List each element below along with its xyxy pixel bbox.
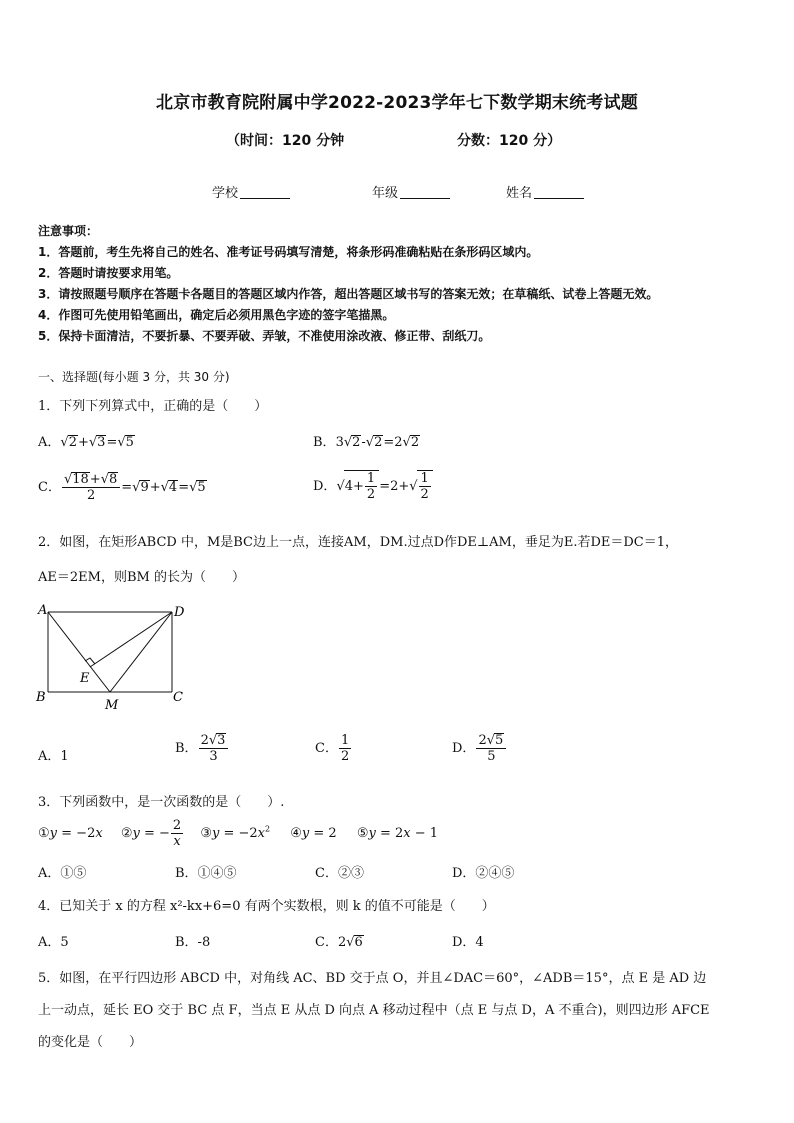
q3-function-5: ⑤y = 2x − 1 xyxy=(356,826,439,841)
q1-stem: 1．下列下列算式中，正确的是（ ） xyxy=(38,399,268,414)
q3-function-3: ③y = $-2x^2$ xyxy=(200,824,271,841)
q2-option-b[interactable] xyxy=(175,733,229,764)
label-b: B xyxy=(36,690,46,705)
q4-option-c-root: √6 xyxy=(346,935,363,950)
exam-score: 分数：120 分） xyxy=(457,133,562,149)
q1-option-a-label: A． xyxy=(38,435,61,450)
q4-option-c[interactable] xyxy=(315,931,364,950)
grade-label: 年级 xyxy=(372,186,399,201)
q2-option-d-label: D． xyxy=(452,741,476,756)
label-e: E xyxy=(80,671,90,686)
q1-option-b[interactable] xyxy=(313,431,420,450)
q3-option-b[interactable]: B．①④⑤ xyxy=(175,866,237,881)
grade-blank[interactable] xyxy=(400,186,450,199)
q3-function-1: ①y = −2x xyxy=(38,826,103,841)
q2-option-a[interactable]: A．1 xyxy=(38,749,69,764)
q3-stem: 3．下列函数中，是一次函数的是（ ）. xyxy=(38,795,285,810)
segment-dm xyxy=(110,612,172,692)
q2-option-c[interactable] xyxy=(315,733,352,764)
q2-rectangle-figure xyxy=(34,600,194,712)
notes-item: 3．请按照题号顺序在答题卡各题目的答题区域内作答，超出答题区域书写的答案无效；在草稿纸、试卷上答题无效。 xyxy=(38,287,659,301)
label-d: D xyxy=(174,605,185,620)
segment-am xyxy=(48,612,110,692)
label-c: C xyxy=(173,690,183,705)
segment-de xyxy=(90,612,172,667)
label-a: A xyxy=(38,603,48,618)
q5-line1: 5．如图，在平行四边形 ABCD 中，对角线 AC、BD 交于点 O，并且∠DAC＝60°，∠ADB＝15°，点 E 是 AD 边 xyxy=(38,971,707,986)
q3-functions xyxy=(38,818,438,849)
name-label: 姓名 xyxy=(506,186,533,201)
q5-line2: 上一动点，延长 EO 交于 BC 点 F，当点 E 从点 D 向点 A 移动过程中（点 E 与点 D，A 不重合)，则四边形 AFCE xyxy=(38,1003,710,1018)
q1-option-a-expr: √2+√3=√5 xyxy=(60,435,134,450)
school-field xyxy=(212,182,290,201)
name-field xyxy=(506,182,584,201)
q4-stem: 4．已知关于 x 的方程 x²-kx+6=0 有两个实数根，则 k 的值不可能是（ ） xyxy=(38,899,495,914)
q1-option-b-expr: 3√2-√2=2√2 xyxy=(335,435,420,450)
grade-field xyxy=(372,182,450,201)
exam-time: （时间：120 分钟 xyxy=(226,133,345,149)
q1-option-c[interactable] xyxy=(38,472,207,503)
q2-line1: 2．如图，在矩形ABCD 中，M是BC边上一点，连接AM，DM.过点D作DE⊥AM，垂足为E.若DE＝DC＝1， xyxy=(38,535,679,550)
q1-option-b-label: B． xyxy=(313,435,336,450)
q2-line2: AE＝2EM，则BM 的长为（ ） xyxy=(38,570,245,585)
q3-function-2: ②y = − $\frac{2}{x}$ xyxy=(120,818,182,849)
q4-option-a[interactable]: A．5 xyxy=(38,935,69,950)
name-blank[interactable] xyxy=(534,186,584,199)
school-blank[interactable] xyxy=(240,186,290,199)
q4-option-c-label: C．2 xyxy=(315,935,347,950)
q3-option-d[interactable]: D．②④⑤ xyxy=(452,866,515,881)
q1-option-d[interactable] xyxy=(313,470,433,502)
q1-option-c-rest: =√9+√4=√5 xyxy=(121,480,206,495)
school-label: 学校 xyxy=(212,186,239,201)
page-title: 北京市教育院附属中学2022-2023学年七下数学期末统考试题 xyxy=(156,93,638,113)
notes-item: 1．答题前，考生先将自己的姓名、准考证号码填写清楚，将条形码准确粘贴在条形码区域内。 xyxy=(38,245,539,259)
notes-heading: 注意事项： xyxy=(38,224,99,238)
q2-option-d-fraction: $\frac{2√5}{5}$ xyxy=(476,733,506,764)
label-m: M xyxy=(105,698,119,712)
notes-item: 5．保持卡面清洁，不要折暴、不要弄破、弄皱，不准使用涂改液、修正带、刮纸刀。 xyxy=(38,329,491,343)
notes-item: 4．作图可先使用铅笔画出，确定后必须用黑色字迹的签字笔描黑。 xyxy=(38,308,395,322)
q2-option-c-label: C． xyxy=(315,741,338,756)
q1-option-d-expr: √4+ $\frac{1}{2}$ =2+√ $\frac{1}{2}$ xyxy=(336,479,432,494)
notes-block xyxy=(38,221,658,347)
q3-function-4: ④y = 2 xyxy=(290,826,337,841)
q3-option-c[interactable]: C．②③ xyxy=(315,866,364,881)
q5-line3: 的变化是（ ） xyxy=(38,1035,143,1050)
q2-option-b-label: B． xyxy=(175,741,198,756)
q2-option-c-fraction: $\frac{1}{2}$ xyxy=(340,733,350,764)
q1-option-c-label: C． xyxy=(38,480,61,495)
q2-option-b-fraction: $\frac{2√3}{3}$ xyxy=(199,733,229,764)
q4-option-b[interactable]: B．-8 xyxy=(175,935,211,950)
section-heading: 一、选择题(每小题 3 分，共 30 分) xyxy=(38,370,230,384)
q2-option-d[interactable] xyxy=(452,733,507,764)
q1-option-c-fraction: $\frac{√18+√8}{2}$ xyxy=(62,472,120,503)
q1-option-d-label: D． xyxy=(313,479,337,494)
q1-option-a[interactable] xyxy=(38,431,135,450)
q4-option-d[interactable]: D．4 xyxy=(452,935,484,950)
notes-item: 2．答题时请按要求用笔。 xyxy=(38,266,179,280)
q3-option-a[interactable]: A．①⑤ xyxy=(38,866,87,881)
